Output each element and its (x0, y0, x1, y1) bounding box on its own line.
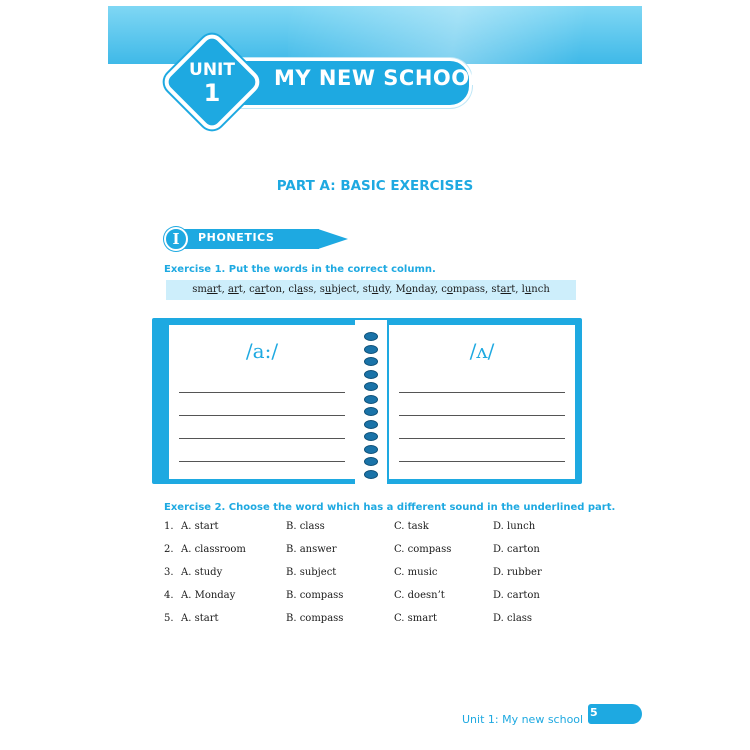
option-c: C. smart (394, 613, 438, 624)
underlined-part: ar (500, 284, 512, 295)
answer-line (179, 461, 345, 462)
underlined-part: ar (254, 284, 266, 295)
unit-title: MY NEW SCHOOL (274, 66, 484, 90)
question-row (164, 613, 584, 629)
underlined-part: o (446, 284, 453, 295)
answer-line (399, 461, 565, 462)
underlined-part: o (405, 284, 412, 295)
spiral-ring (364, 457, 378, 466)
word-item: art, (228, 284, 250, 295)
question-number: 5. (164, 613, 174, 624)
spiral-ring (364, 470, 378, 479)
spiral-ring (364, 332, 378, 341)
answer-line (399, 415, 565, 416)
option-c: C. compass (394, 544, 452, 555)
underlined-part: u (324, 284, 332, 295)
answer-line (179, 438, 345, 439)
column-heading-right: /ʌ/ (469, 339, 495, 363)
answer-line (179, 415, 345, 416)
word-item: compass, (441, 284, 492, 295)
option-d: D. carton (493, 590, 540, 601)
notebook-page-right (388, 324, 576, 480)
underlined-part: a (297, 284, 304, 295)
option-b: B. compass (286, 613, 344, 624)
answer-line (179, 392, 345, 393)
column-heading-left: /a:/ (245, 339, 279, 363)
option-d: D. class (493, 613, 533, 624)
option-a: A. study (181, 567, 223, 578)
word-item: Monday, (395, 284, 442, 295)
underlined-part: ar (228, 284, 239, 295)
unit-number: 1 (203, 79, 221, 107)
option-c: C. doesn’t (394, 590, 445, 601)
option-d: D. rubber (493, 567, 542, 578)
option-d: D. lunch (493, 521, 536, 532)
unit-badge (168, 38, 256, 126)
answer-line (399, 438, 565, 439)
option-b: B. subject (286, 567, 337, 578)
pencil-tip-icon (318, 229, 348, 249)
option-a: A. start (181, 521, 219, 532)
spiral-ring (364, 420, 378, 429)
spiral-ring (364, 445, 378, 454)
question-row (164, 521, 584, 537)
spiral-ring (364, 407, 378, 416)
footer-label: Unit 1: My new school (462, 713, 584, 726)
word-list-box (166, 280, 576, 300)
question-row (164, 544, 584, 560)
spiral-ring (364, 370, 378, 379)
word-item: study, (362, 284, 396, 295)
option-d: D. carton (493, 544, 540, 555)
word-item: lunch (521, 284, 550, 295)
spiral-ring (364, 382, 378, 391)
word-item: start, (491, 284, 522, 295)
notebook-graphic (152, 318, 582, 484)
page-number: 5 (590, 706, 598, 719)
spiral-ring (364, 357, 378, 366)
underlined-part: ar (206, 284, 218, 295)
question-row (164, 590, 584, 606)
unit-word: UNIT (189, 60, 235, 80)
option-b: B. class (286, 521, 325, 532)
exercise-1-title: Exercise 1. Put the words in the correct column. (164, 264, 436, 275)
option-c: C. music (394, 567, 438, 578)
question-number: 3. (164, 567, 174, 578)
option-c: C. task (394, 521, 429, 532)
part-title: PART A: BASIC EXERCISES (276, 178, 474, 194)
question-row (164, 567, 584, 583)
notebook-spiral (355, 320, 387, 484)
answer-line (399, 392, 565, 393)
option-a: A. Monday (181, 590, 236, 601)
question-number: 2. (164, 544, 174, 555)
question-number: 1. (164, 521, 174, 532)
word-item: subject, (319, 284, 363, 295)
notebook-page-left (168, 324, 356, 480)
spiral-ring (364, 395, 378, 404)
word-item: carton, (249, 284, 289, 295)
spiral-ring (364, 432, 378, 441)
option-b: B. compass (286, 590, 344, 601)
question-number: 4. (164, 590, 174, 601)
exercise-2-title: Exercise 2. Choose the word which has a different sound in the underlined part. (164, 502, 616, 513)
underlined-part: u (371, 284, 379, 295)
underlined-part: u (524, 284, 532, 295)
section-label: PHONETICS (198, 231, 275, 244)
word-item: class, (288, 284, 320, 295)
section-roman-numeral: I (164, 227, 188, 251)
option-a: A. start (181, 613, 219, 624)
word-item: smart, (192, 284, 228, 295)
spiral-ring (364, 345, 378, 354)
option-a: A. classroom (181, 544, 246, 555)
option-b: B. answer (286, 544, 337, 555)
